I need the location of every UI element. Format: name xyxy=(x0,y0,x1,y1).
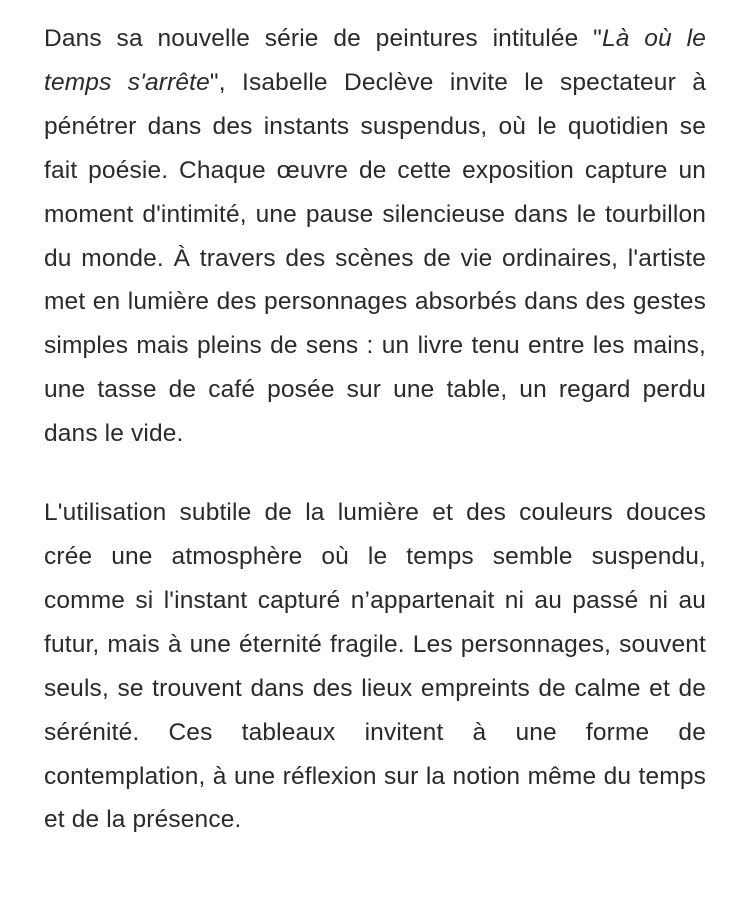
article-body xyxy=(44,17,706,842)
paragraph-intro-body: ", Isabelle Declève invite le spectateur à pénétrer dans des instants suspendus, où le quotidien se fait poésie. Chaque œuvre de cette exposition capture un moment d'intimité, une pause silencieuse dans le tourbillon du monde. À travers des scènes de vie ordinaires, l'artiste met en lumière des personnages absorbés dans des gestes simples mais pleins de sens : un livre tenu entre les mains, une tasse de café posée sur une table, un regard perdu dans le vide. xyxy=(44,68,706,448)
series-title: Là où le temps s'arrête xyxy=(44,25,706,96)
paragraph-intro xyxy=(44,17,706,456)
paragraph-intro-lead: Dans sa nouvelle série de peintures intitulée " xyxy=(44,25,602,52)
paragraph-atmosphere: L'utilisation subtile de la lumière et des couleurs douces crée une atmosphère où le temps semble suspendu, comme si l'instant capturé n’appartenait ni au passé ni au futur, mais à une éternité fragile. Les personnages, souvent seuls, se trouvent dans des lieux empreints de calme et de sérénité. Ces tableaux invitent à une forme de contemplation, à une réflexion sur la notion même du temps et de la présence. xyxy=(44,499,706,834)
